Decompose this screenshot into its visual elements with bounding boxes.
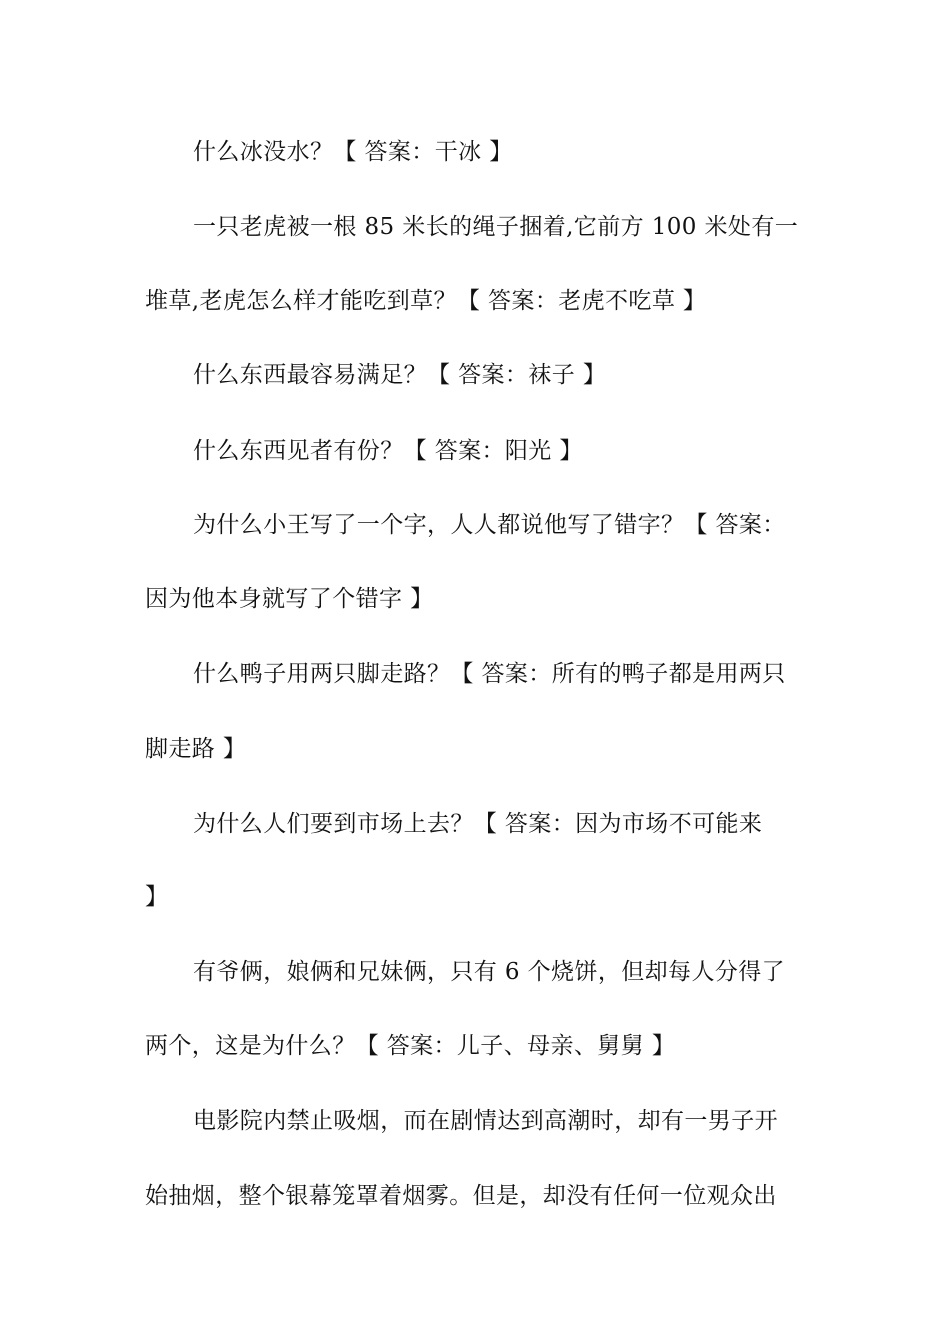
paragraph-line: 脚走路 】 xyxy=(145,736,247,762)
paragraph-line: 有爷俩，娘俩和兄妹俩，只有 6 个烧饼，但却每人分得了 xyxy=(193,959,786,985)
paragraph-line: 什么东西最容易满足？【 答案：袜子 】 xyxy=(193,362,607,388)
paragraph-line: 什么冰没水？【 答案：干冰 】 xyxy=(193,139,513,165)
paragraph-line: 电影院内禁止吸烟，而在剧情达到高潮时，却有一男子开 xyxy=(193,1108,778,1134)
paragraph-line: 一只老虎被一根 85 米长的绳子捆着,它前方 100 米处有一 xyxy=(193,214,799,240)
paragraph-line: 堆草,老虎怎么样才能吃到草？【 答案：老虎不吃草 】 xyxy=(145,288,707,314)
paragraph-line: 始抽烟，整个银幕笼罩着烟雾。但是，却没有任何一位观众出 xyxy=(145,1183,777,1209)
paragraph-line: 因为他本身就写了个错字 】 xyxy=(145,586,434,612)
paragraph-line: 什么鸭子用两只脚走路？【 答案：所有的鸭子都是用两只 xyxy=(193,661,786,687)
paragraph-line: 】 xyxy=(145,884,169,910)
paragraph-line: 为什么人们要到市场上去？【 答案：因为市场不可能来 xyxy=(193,811,763,837)
paragraph-line: 为什么小王写了一个字，人人都说他写了错字？【 答案： xyxy=(193,512,786,538)
paragraph-line: 什么东西见者有份？【 答案：阳光 】 xyxy=(193,438,583,464)
paragraph-line: 两个，这是为什么？【 答案：儿子、母亲、舅舅 】 xyxy=(145,1033,676,1059)
